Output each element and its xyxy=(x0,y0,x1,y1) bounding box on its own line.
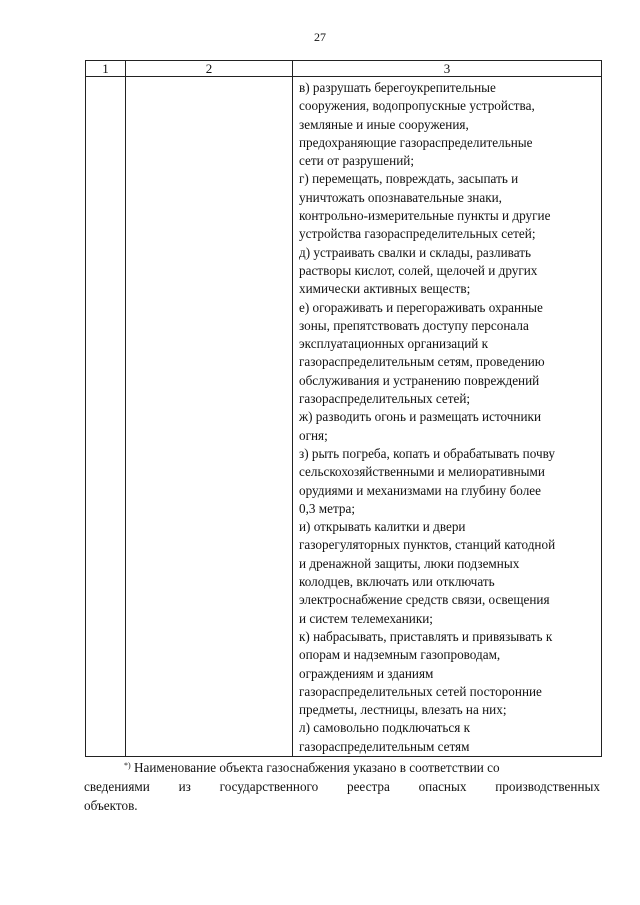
footnote-line xyxy=(84,777,600,796)
text-line: сооружения, водопропускные устройства, xyxy=(299,98,535,114)
footnote-line xyxy=(84,758,600,777)
text-line: колодцев, включать или отключать xyxy=(299,574,495,590)
table-cell-col2 xyxy=(126,77,293,757)
text-line: химически активных веществ; xyxy=(299,281,471,297)
page-number: 27 xyxy=(314,30,326,44)
text-line: предохраняющие газораспределительные xyxy=(299,134,533,150)
footnote-word: из xyxy=(178,779,191,794)
text-line: е) огораживать и перегораживать охранные xyxy=(299,299,543,315)
text-line: электроснабжение средств связи, освещения xyxy=(299,592,550,608)
text-line: уничтожать опознавательные знаки, xyxy=(299,189,502,205)
column-header-1: 1 xyxy=(86,61,126,77)
text-line: г) перемещать, повреждать, засыпать и xyxy=(299,171,519,187)
text-line: зоны, препятствовать доступу персонала xyxy=(299,317,529,333)
text-line: в) разрушать берегоукрепительные xyxy=(299,80,496,95)
text-line: огня; xyxy=(299,427,328,443)
footnote-text: Наименование объекта газоснабжения указано в соответствии со xyxy=(133,760,500,775)
text-line: и систем телемеханики; xyxy=(299,610,433,626)
text-line: к) набрасывать, приставлять и привязывать к xyxy=(299,628,553,644)
text-line: ограждениям и зданиям xyxy=(299,665,434,681)
column-header-2: 2 xyxy=(126,61,293,77)
column-header-3: 3 xyxy=(293,61,602,77)
text-line: эксплуатационных организаций к xyxy=(299,336,489,352)
table-row xyxy=(86,77,602,757)
text-line: л) самовольно подключаться к xyxy=(299,720,471,736)
text-line: растворы кислот, солей, щелочей и других xyxy=(299,262,538,278)
footnote xyxy=(84,758,600,815)
text-line: сети от разрушений; xyxy=(299,153,414,169)
footnote-line: объектов. xyxy=(84,798,138,813)
text-line: и дренажной защиты, люки подземных xyxy=(299,555,520,571)
footnote-word: опасных xyxy=(418,779,467,794)
footnote-word: реестра xyxy=(346,779,390,794)
table-cell-col3 xyxy=(293,77,602,757)
text-line: предметы, лестницы, влезать на них; xyxy=(299,702,507,718)
text-line: газораспределительным сетям xyxy=(299,738,470,754)
text-line: земляные и иные сооружения, xyxy=(299,116,469,132)
table-cell-col1 xyxy=(86,77,126,757)
text-line: сельскохозяйственными и мелиоративными xyxy=(299,464,545,480)
text-line: орудиями и механизмами на глубину более xyxy=(299,482,541,498)
text-line: газораспределительных сетей посторонние xyxy=(299,683,542,699)
footnote-word: производственных xyxy=(495,779,600,794)
text-line: обслуживания и устранению повреждений xyxy=(299,372,540,388)
text-line: контрольно-измерительные пункты и другие xyxy=(299,208,551,224)
text-line: з) рыть погреба, копать и обрабатывать почву xyxy=(299,445,555,461)
text-line: газорегуляторных пунктов, станций катодной xyxy=(299,537,556,553)
footnote-word: государственного xyxy=(219,779,319,794)
text-line: 0,3 метра; xyxy=(299,500,356,516)
table-header-row xyxy=(86,61,602,77)
footnote-word: сведениями xyxy=(84,779,150,794)
text-line: газораспределительных сетей; xyxy=(299,391,471,407)
text-line: опорам и надземным газопроводам, xyxy=(299,647,501,663)
text-line: и) открывать калитки и двери xyxy=(299,519,466,535)
text-line: устройства газораспределительных сетей; xyxy=(299,226,536,242)
requirements-table xyxy=(85,60,602,757)
text-line: ж) разводить огонь и размещать источники xyxy=(299,409,542,425)
text-line: д) устраивать свалки и склады, разливать xyxy=(299,244,531,260)
footnote-marker: *) xyxy=(124,761,131,770)
text-line: газораспределительным сетям, проведению xyxy=(299,354,545,370)
